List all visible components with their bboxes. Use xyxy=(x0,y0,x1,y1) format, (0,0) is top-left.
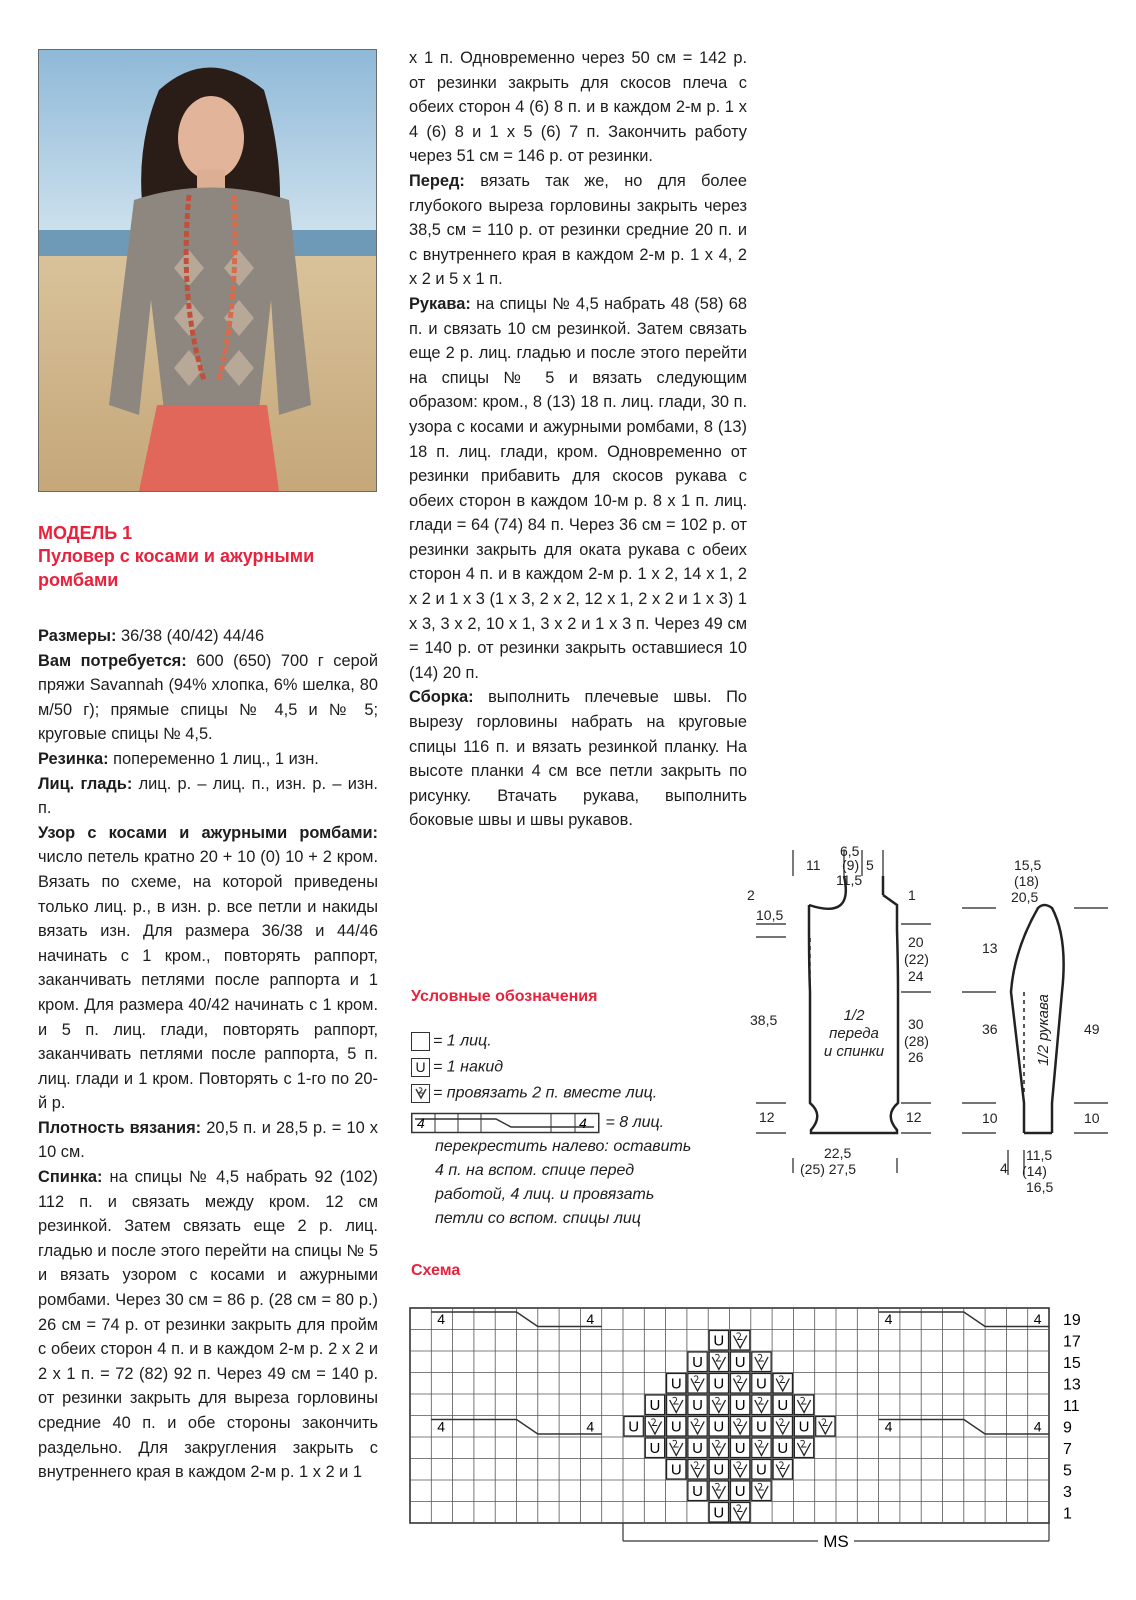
text-back: на спицы № 4,5 набрать 92 (102) 112 п. и связать между кром. 12 см резинкой. Затем связать еще 2 р. лиц. гладью и после этого перейти на спицы № 5 и вязать узором с косами и ажурными ромбами. Через 30 см = 86 р. (28 см = 80 р.) 26 см = 74 р. от резинки закрыть для пройм с обеих сторон 4 п. и в каждом 2-м р. 2 х 2 и 2 х 1 п. = 72 (82) 92 п. Через 49 см = 140 р. от резинки закрыть для выреза горловины средние 40 п. и обе стороны закончить раздельно. Для закругления закрыть с внутреннего края в каждом 2-м р. 1 х 2 и 1 xyxy=(38,1168,378,1482)
body-label-1: 1/2 xyxy=(843,1007,865,1024)
k2tog-symbol xyxy=(734,1422,747,1435)
k2tog-symbol-2 xyxy=(673,1440,679,1447)
knitting-chart xyxy=(408,1306,1126,1586)
yarn-over-symbol: U xyxy=(756,1461,767,1479)
yarn-over-symbol: U xyxy=(649,1397,661,1414)
paragraph-pattern xyxy=(38,821,378,1116)
k2tog-symbol xyxy=(712,1486,725,1499)
cable-4-mark: 4 xyxy=(586,1311,595,1327)
row-number: 15 xyxy=(1063,1355,1081,1372)
dim-15-5: 15,5 xyxy=(1014,857,1042,873)
dim-10-sleeve-right: 10 xyxy=(1084,1110,1100,1126)
dim-10-5: 10,5 xyxy=(756,907,784,923)
k2tog-symbol-2 xyxy=(737,1505,743,1512)
dim-16-5: 16,5 xyxy=(1026,1179,1054,1195)
dim-25-27-5: (25) 27,5 xyxy=(800,1161,857,1177)
k2tog-symbol-2 xyxy=(737,1376,743,1383)
yarn-over-symbol: U xyxy=(692,1440,703,1457)
cable-4-mark: 4 xyxy=(884,1418,893,1435)
yarn-over-symbol: U xyxy=(756,1418,767,1436)
yarn-over-symbol: U xyxy=(734,1354,746,1371)
legend-heading: Условные обозначения xyxy=(411,988,598,1005)
model-number: МОДЕЛЬ 1 xyxy=(38,523,133,543)
k2tog-symbol-2 xyxy=(715,1354,721,1361)
model-title-block xyxy=(38,522,378,592)
yarn-over-symbol: U xyxy=(713,1504,725,1522)
k2tog-symbol xyxy=(712,1443,725,1456)
cable-4-mark: 4 xyxy=(437,1418,446,1435)
dim-2: 2 xyxy=(747,887,755,903)
row-number: 11 xyxy=(1063,1398,1080,1415)
dim-6-5: 6,5 xyxy=(840,843,860,859)
yarn-over-symbol: U xyxy=(798,1418,810,1436)
k2tog-symbol-2 xyxy=(737,1462,743,1469)
heading-sizes: Размеры: xyxy=(38,627,117,645)
dim-10-sleeve-left: 10 xyxy=(982,1110,998,1126)
k2tog-symbol-2 xyxy=(715,1483,721,1490)
yarn-over-symbol: U xyxy=(713,1418,725,1436)
dim-12-body-right: 12 xyxy=(906,1109,922,1125)
body-label-2: переда xyxy=(829,1025,879,1042)
dim-14: (14) xyxy=(1022,1163,1047,1179)
cable-4-left: 4 xyxy=(417,1115,425,1131)
k2tog-symbol-2 xyxy=(737,1333,743,1340)
heading-stockinette: Лиц. гладь: xyxy=(38,774,133,793)
garment-schematic xyxy=(747,840,1136,1220)
yarn-over-symbol: U xyxy=(670,1461,682,1479)
k2tog-symbol-2 xyxy=(758,1354,764,1361)
k2tog-symbol xyxy=(734,1379,747,1392)
row-number: 9 xyxy=(1063,1419,1072,1437)
k2tog-symbol xyxy=(734,1508,747,1521)
legend-yo-text: = 1 накид xyxy=(433,1058,504,1076)
k2tog-symbol xyxy=(691,1465,704,1478)
yarn-over-symbol: U xyxy=(692,1397,703,1414)
yarn-over-symbol: U xyxy=(713,1375,725,1393)
heading-back: Спинка: xyxy=(38,1168,103,1187)
k2tog-symbol xyxy=(755,1357,768,1370)
dim-36: 36 xyxy=(982,1021,998,1037)
model-title: Пуловер с косами и ажурными ромбами xyxy=(38,546,315,590)
cable-4-mark: 4 xyxy=(884,1311,893,1327)
k2tog-symbol-2 xyxy=(758,1397,764,1404)
k2tog-symbol-2 xyxy=(694,1462,700,1469)
ms-label: MS xyxy=(823,1532,849,1551)
k2tog-symbol xyxy=(755,1486,768,1499)
k2tog-symbol xyxy=(712,1400,725,1413)
body-label-3: и спинки xyxy=(823,1043,885,1060)
row-number: 19 xyxy=(1063,1312,1081,1329)
yarn-over-symbol: U xyxy=(734,1440,746,1457)
k2tog-symbol xyxy=(819,1422,832,1435)
legend-cable-desc-2: 4 п. на вспом. спице перед xyxy=(435,1162,635,1179)
legend-cable xyxy=(411,1112,664,1134)
paragraph-rib xyxy=(38,747,378,772)
legend-knit-text: = 1 лиц. xyxy=(433,1032,492,1050)
k2tog-symbol-2 xyxy=(715,1440,721,1447)
knit-symbol-icon xyxy=(411,1032,430,1051)
legend-cable-desc-1: перекрестить налево: оставить xyxy=(435,1138,692,1155)
yarn-over-symbol: U xyxy=(670,1418,682,1436)
paragraph-materials xyxy=(38,649,378,747)
dim-1: 1 xyxy=(908,887,916,903)
yarn-over-symbol: U xyxy=(734,1397,746,1414)
k2tog-symbol xyxy=(734,1465,747,1478)
k2tog-symbol xyxy=(691,1379,704,1392)
row-number: 13 xyxy=(1063,1376,1081,1394)
yarn-over-symbol: U xyxy=(628,1418,640,1436)
sleeve-label: 1/2 рукава xyxy=(1035,994,1052,1066)
row-number: 5 xyxy=(1063,1462,1072,1480)
heading-gauge: Плотность вязания: xyxy=(38,1118,202,1137)
k2tog-symbol-2 xyxy=(737,1419,743,1426)
dim-11-5-cuff: 11,5 xyxy=(1026,1147,1053,1163)
dim-5: 5 xyxy=(866,857,874,873)
k2tog-symbol xyxy=(776,1465,789,1478)
text-sizes: 36/38 (40/42) 44/46 xyxy=(116,627,265,645)
legend-yo xyxy=(411,1058,503,1077)
text-gauge: 20,5 п. и 28,5 р. = 10 х 10 см. xyxy=(38,1118,378,1162)
k2tog-symbol xyxy=(734,1336,747,1349)
yarn-over-symbol-icon: U xyxy=(411,1058,430,1077)
k2tog-symbol xyxy=(670,1400,683,1413)
text-sleeves: на спицы № 4,5 набрать 48 (58) 68 п. и связать 10 см резинкой. Затем связать еще 2 р. лиц. гладью и после этого перейти на спицы № 5 и вязать следующим образом: кром., 8 (13) 18 п. лиц. глади, 30 п. узора с косами и ажурными ромбами, 8 (13) 18 п. лиц. глади, кром. Одновременно от резинки прибавить для скосов рукава с обеих сторон в каждом 10-м р. 8 х 1 п. лиц. глади = 64 (74) 84 п. Через 36 см = 102 р. от резинки закрыть для оката рукава с обеих сторон 4 п. и в каждом 2-м р. 1 х 2, 14 х 1, 2 х 2 и 1 х 3 (1 х 3, 2 х 2, 12 х 1, 2 х 2 и 1 х 3) 1 х 3, 3 х 2, 10 х 1, 3 х 2 и 1 х 3 п. Через 49 см = 140 р. от резинки закрыть оставшиеся 10 (14) 20 п. xyxy=(409,294,747,682)
dim-4: 4 xyxy=(1000,1160,1008,1176)
dim-22-5: 22,5 xyxy=(824,1145,852,1161)
yarn-over-symbol: U xyxy=(777,1440,789,1457)
legend-cable-text: = 8 лиц. xyxy=(605,1114,665,1132)
k2tog-symbol-2 xyxy=(800,1397,806,1404)
yarn-over-symbol: U xyxy=(692,1354,703,1371)
text-rib: попеременно 1 лиц., 1 изн. xyxy=(108,749,319,768)
k2tog-symbol-2 xyxy=(651,1419,657,1426)
paragraph-back-cont xyxy=(409,46,747,169)
k2tog-symbol xyxy=(755,1400,768,1413)
k2tog-symbol xyxy=(670,1443,683,1456)
k2tog-symbol xyxy=(776,1422,789,1435)
text-pattern: число петель кратно 20 + 10 (0) 10 + 2 кром. Вязать по схеме, на которой приведены только лиц. р., в изн. р. все петли и накиды вязать изн. Для размера 36/38 и 44/46 начинать с 1 кром., повторять раппорт, заканчивать петлями после раппорта и 1 кром. Для размера 40/42 начинать с 1 кром. и 5 п. лиц. глади, повторять раппорт, заканчивать петлями после раппорта, 5 п. лиц. глади и 1 кром. Повторять с 1-го по 20-й р. xyxy=(38,848,378,1113)
heading-front: Перед: xyxy=(409,171,465,190)
schema-heading: Схема xyxy=(411,1262,461,1279)
k2tog-symbol-icon xyxy=(411,1084,430,1103)
cable-4-mark: 4 xyxy=(1033,1311,1042,1327)
paragraph-assembly xyxy=(409,685,747,833)
k2tog-symbol-2 xyxy=(715,1397,721,1404)
k2tog-symbol-2 xyxy=(758,1483,764,1490)
row-number: 3 xyxy=(1063,1484,1072,1501)
k2tog-symbol xyxy=(755,1443,768,1456)
k2tog-symbol-2 xyxy=(694,1376,700,1383)
dim-30: 30 xyxy=(908,1016,924,1032)
yarn-over-symbol: U xyxy=(713,1332,725,1350)
dim-49: 49 xyxy=(1084,1021,1100,1037)
dim-24: 24 xyxy=(908,968,924,984)
legend-cable-desc-3: работой, 4 лиц. и провязать xyxy=(435,1186,655,1203)
paragraph-stockinette xyxy=(38,772,378,821)
k2tog-symbol-2 xyxy=(673,1397,679,1404)
k2tog-symbol xyxy=(797,1400,810,1413)
k2tog-symbol-2 xyxy=(800,1440,806,1447)
text-materials: 600 (650) 700 г серой пряжи Savannah (94% хлопка, 6% шелка, 80 м/50 г); прямые спицы № 4,5 и № 5; круговые спицы № 4,5. xyxy=(38,651,379,744)
cable-4-right: 4 xyxy=(579,1115,587,1131)
dim-28: (28) xyxy=(904,1033,929,1049)
text-stockinette: лиц. р. – лиц. п., изн. р. – изн. п. xyxy=(38,774,378,818)
dim-20-5: 20,5 xyxy=(1011,889,1039,905)
paragraph-gauge xyxy=(38,1116,378,1165)
yarn-over-symbol: U xyxy=(649,1440,661,1457)
k2tog-symbol-2 xyxy=(779,1419,785,1426)
dim-26: 26 xyxy=(908,1049,924,1065)
paragraph-sleeves xyxy=(409,292,747,686)
dim-9: (9) xyxy=(842,857,860,873)
heading-materials: Вам потребуется: xyxy=(38,651,187,670)
k2tog-symbol-2 xyxy=(822,1419,828,1426)
photo-illustration xyxy=(39,50,376,491)
yarn-over-symbol: U xyxy=(777,1397,789,1414)
heading-pattern: Узор с косами и ажурными ромбами: xyxy=(38,823,378,842)
k2tog-symbol-2 xyxy=(694,1419,700,1426)
cable-4-mark: 4 xyxy=(586,1418,595,1435)
k2tog-symbol xyxy=(797,1443,810,1456)
heading-assembly: Сборка: xyxy=(409,688,474,707)
model-photo xyxy=(38,49,377,492)
paragraph-front xyxy=(409,169,747,292)
yarn-over-symbol: U xyxy=(756,1375,767,1393)
row-number: 17 xyxy=(1063,1333,1081,1351)
row-number: 1 xyxy=(1063,1505,1072,1523)
dim-11-5-neck: 11,5 xyxy=(836,872,863,888)
cable-4-mark: 4 xyxy=(1033,1418,1042,1435)
heading-sleeves: Рукава: xyxy=(409,294,471,313)
k2tog-symbol xyxy=(712,1357,725,1370)
paragraph-sizes xyxy=(38,624,378,649)
dim-13: 13 xyxy=(982,940,998,956)
dim-12-body-left: 12 xyxy=(759,1109,775,1125)
paragraph-back xyxy=(38,1165,378,1485)
dim-38-5: 38,5 xyxy=(750,1012,778,1028)
cable-4-mark: 4 xyxy=(437,1311,446,1327)
legend-k2tog xyxy=(411,1084,657,1103)
dim-22: (22) xyxy=(904,951,929,967)
legend-k2tog-text: = провязать 2 п. вместе лиц. xyxy=(433,1084,658,1102)
dim-20: 20 xyxy=(908,934,924,950)
yarn-over-symbol: U xyxy=(670,1375,682,1393)
k2tog-symbol xyxy=(691,1422,704,1435)
text-column-2 xyxy=(409,46,747,833)
k2tog-symbol-2 xyxy=(779,1462,785,1469)
text-front: вязать так же, но для более глубокого выреза горловины закрыть через 38,5 см = 110 р. от резинки средние 20 п. и с внутреннего края в каждом 2-м р. 1 х 4, 2 х 2 и 5 х 1 п. xyxy=(409,171,747,289)
k2tog-symbol-2 xyxy=(779,1376,785,1383)
k2tog-symbol xyxy=(648,1422,661,1435)
dim-18: (18) xyxy=(1014,873,1039,889)
legend-cable-desc-4: петли со вспом. спицы лиц xyxy=(435,1210,641,1227)
k2tog-symbol-2 xyxy=(758,1440,764,1447)
text-column-1 xyxy=(38,624,378,1485)
text-assembly: выполнить плечевые швы. По вырезу горловины набрать на круговые спицы 116 п. и вязать резинкой планку. На высоте планки 4 см все петли закрыть по рисунку. Втачать рукава, выполнить боковые швы и швы рукавов. xyxy=(409,688,747,830)
yarn-over-symbol: U xyxy=(713,1461,725,1479)
legend-knit xyxy=(411,1032,492,1051)
heading-rib: Резинка: xyxy=(38,749,109,768)
yarn-over-symbol: U xyxy=(734,1483,746,1500)
row-number: 7 xyxy=(1063,1441,1072,1458)
cable-symbol-icon xyxy=(411,1112,601,1134)
dim-11: 11 xyxy=(806,857,821,873)
text-back-cont: х 1 п. Одновременно через 50 см = 142 р. от резинки закрыть для скосов плеча с обеих сторон 4 (6) 8 п. и в каждом 2-м р. 1 х 4 (6) 8 и 1 х 5 (6) 7 п. Закончить работу через 51 см = 146 р. от резинки. xyxy=(409,49,747,166)
yarn-over-symbol: U xyxy=(692,1483,703,1500)
k2tog-symbol xyxy=(776,1379,789,1392)
